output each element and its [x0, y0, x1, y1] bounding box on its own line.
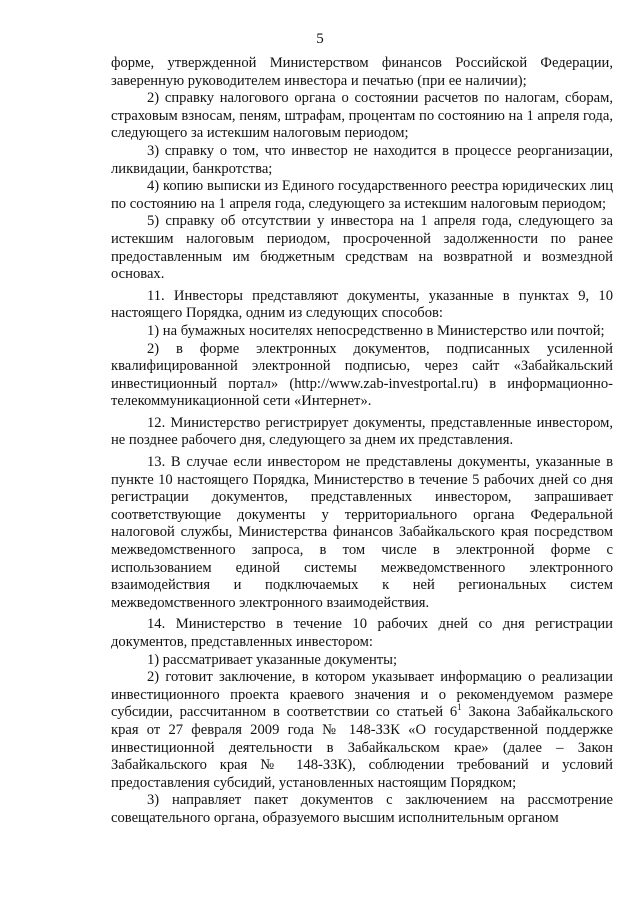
page-number: 5	[316, 31, 324, 47]
paragraph-no-overdue-debt: 5) справку об отсутствии у инвестора на 1 апреля года, следующего за истекшим налоговым периодом, просроченной задолженности по ранее предоставленным им бюджетным средствам на возвратной и возмездной основах.	[111, 213, 613, 283]
paragraph-item-14: 14. Министерство в течение 10 рабочих дней со дня регистрации документов, представленных инвестором:	[111, 616, 613, 650]
paragraph-tax-certificate: 2) справку налогового органа о состоянии расчетов по налогам, сборам, страховым взносам, пеням, штрафам, процентам по состоянию на 1 апреля года, следующего за истекшим налоговым периодом;	[111, 90, 613, 142]
paragraph-item-13: 13. В случае если инвестором не представлены документы, указанные в пункте 10 настоящего Порядка, Министерство в течение 5 рабочих дней со дня регистрации документов, представленных инвестором, запрашивает соответствующие документы у территориального органа Федеральной налоговой службы, Министерства финансов Забайкальского края посредством межведомственного запроса, в том числе в электронной форме с использованием единой системы межведомственного электронного взаимодействия и подключаемых к ней региональных систем межведомственного электронного взаимодействия.	[111, 454, 613, 611]
paragraph-electronic-submission: 2) в форме электронных документов, подписанных усиленной квалифицированной электронной подписью, через сайт «Забайкальский инвестиционный портал» (http://www.zab-investportal.ru) в информационно-телекоммуникационной сети «Интернет».	[111, 340, 613, 410]
paragraph-egrul-extract: 4) копию выписки из Единого государственного реестра юридических лиц по состоянию на 1 апреля года, следующего за истекшим налоговым периодом;	[111, 178, 613, 212]
paragraph-send-package: 3) направляет пакет документов с заключением на рассмотрение совещательного органа, образуемого высшим исполнительным органом	[111, 792, 613, 826]
paragraph-item-12: 12. Министерство регистрирует документы, представленные инвестором, не позднее рабочего дня, следующего за днем их представления.	[111, 414, 613, 449]
paragraph-item-11: 11. Инвесторы представляют документы, указанные в пунктах 9, 10 настоящего Порядка, одним из следующих способов:	[111, 287, 613, 322]
paragraph-form-continuation: форме, утвержденной Министерством финансов Российской Федерации, заверенную руководителем инвестора и печатью (при ее наличии);	[111, 55, 613, 89]
conclusion-text-end: Закона Забайкальского края от 27 февраля 2009 года № 148-ЗЗК «О государственной поддержке инвестиционной деятельности в Забайкальском крае» (далее – Закон Забайкальского края № 148-ЗЗК), соблюдении требований и условий предоставления субсидий, установленных настоящим Порядком;	[111, 704, 613, 791]
paragraph-prepare-conclusion	[111, 669, 613, 792]
paragraph-no-reorganization: 3) справку о том, что инвестор не находится в процессе реорганизации, ликвидации, банкротства;	[111, 142, 613, 177]
paragraph-review-documents: 1) рассматривает указанные документы;	[147, 651, 398, 668]
document-body	[111, 55, 613, 828]
article-superscript: 1	[457, 702, 462, 713]
conclusion-text-start: 2) готовит заключение, в котором указывает информацию о реализации инвестиционного проекта краевого значения и о рекомендуемом размере субсидии, рассчитанном в соответствии со статьей 6	[111, 669, 613, 721]
paragraph-paper-submission: 1) на бумажных носителях непосредственно в Министерство или почтой;	[147, 322, 605, 339]
